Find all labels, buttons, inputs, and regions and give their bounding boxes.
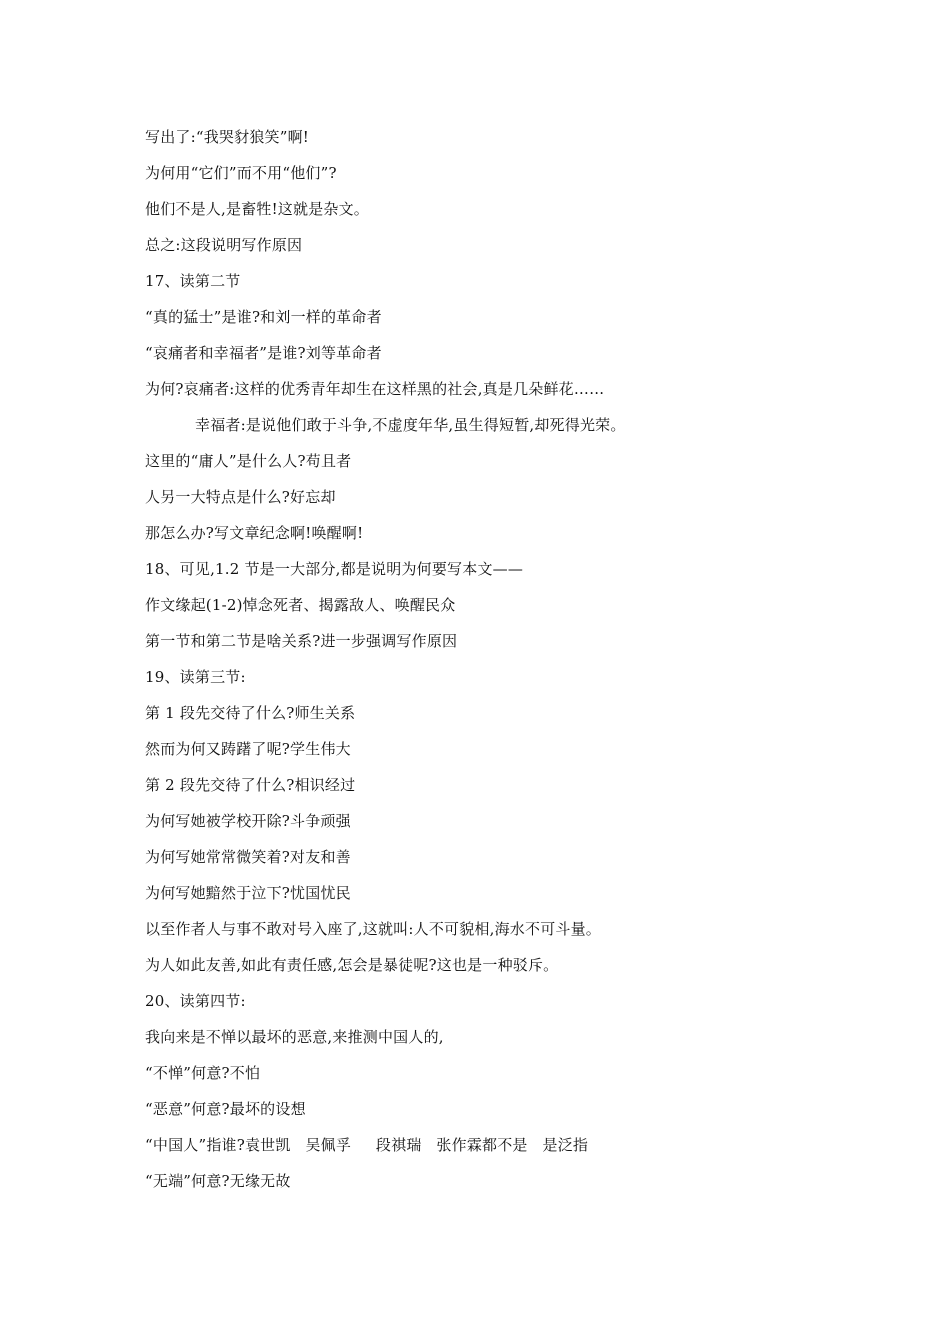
section-heading: 18、可见,1.2 节是一大部分,都是说明为何要写本文—— bbox=[145, 560, 524, 578]
text-line: “恶意”何意?最坏的设想 bbox=[145, 1100, 306, 1118]
text-line: 为人如此友善,如此有责任感,怎会是暴徒呢?这也是一种驳斥。 bbox=[145, 956, 559, 974]
text-line: 作文缘起(1-2)悼念死者、揭露敌人、唤醒民众 bbox=[145, 596, 456, 614]
text-line: 那怎么办?写文章纪念啊!唤醒啊! bbox=[145, 524, 364, 542]
text-line: 为何写她被学校开除?斗争顽强 bbox=[145, 812, 351, 830]
text-line: 为何写她常常微笑着?对友和善 bbox=[145, 848, 351, 866]
text-line: “不惮”何意?不怕 bbox=[145, 1064, 261, 1082]
text-line: 这里的“庸人”是什么人?苟且者 bbox=[145, 452, 352, 470]
text-line: 为何?哀痛者:这样的优秀青年却生在这样黑的社会,真是几朵鲜花…… bbox=[145, 380, 605, 398]
text-line: 以至作者人与事不敢对号入座了,这就叫:人不可貌相,海水不可斗量。 bbox=[145, 920, 601, 938]
text-line: “真的猛士”是谁?和刘一样的革命者 bbox=[145, 308, 382, 326]
section-heading: 17、读第二节 bbox=[145, 272, 241, 290]
text-line: 他们不是人,是畜牲!这就是杂文。 bbox=[145, 200, 369, 218]
text-line: “哀痛者和幸福者”是谁?刘等革命者 bbox=[145, 344, 382, 362]
text-line: 然而为何又踌躇了呢?学生伟大 bbox=[145, 740, 351, 758]
text-line: 第一节和第二节是啥关系?进一步强调写作原因 bbox=[145, 632, 458, 650]
text-line: “中国人”指谁?袁世凯 吴佩孚 段祺瑞 张作霖都不是 是泛指 bbox=[145, 1136, 589, 1154]
text-line: 第 2 段先交待了什么?相识经过 bbox=[145, 776, 356, 794]
section-heading: 20、读第四节: bbox=[145, 992, 246, 1010]
text-line: 总之:这段说明写作原因 bbox=[145, 236, 303, 254]
text-line-indented: 幸福者:是说他们敢于斗争,不虚度年华,虽生得短暂,却死得光荣。 bbox=[195, 416, 626, 434]
text-line: 为何用“它们”而不用“他们”? bbox=[145, 164, 337, 182]
text-line: “无端”何意?无缘无故 bbox=[145, 1172, 291, 1190]
text-line: 为何写她黯然于泣下?忧国忧民 bbox=[145, 884, 351, 902]
section-heading: 19、读第三节: bbox=[145, 668, 246, 686]
text-line: 我向来是不惮以最坏的恶意,来推测中国人的, bbox=[145, 1028, 444, 1046]
text-line: 写出了:“我哭豺狼笑”啊! bbox=[145, 128, 310, 146]
document-body bbox=[145, 124, 845, 1204]
text-line: 人另一大特点是什么?好忘却 bbox=[145, 488, 336, 506]
text-line: 第 1 段先交待了什么?师生关系 bbox=[145, 704, 356, 722]
